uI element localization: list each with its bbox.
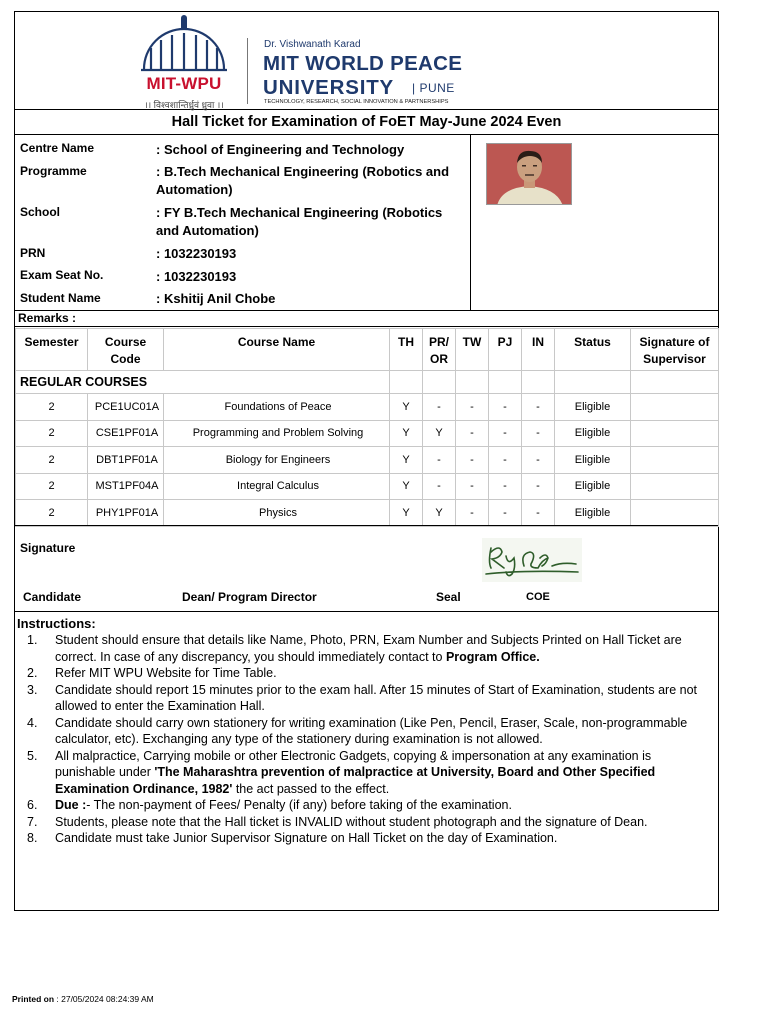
cell-pr: - [423,447,456,474]
cell-tw: - [456,447,489,474]
col-signature-line1: Signature of [639,335,710,349]
cell-tw: - [456,394,489,421]
cell-semester: 2 [16,500,88,527]
table-row [16,447,719,474]
cell-course-name: Programming and Problem Solving [164,420,390,447]
section-label-regular-courses: REGULAR COURSES [16,371,390,394]
school-value: : FY B.Tech Mechanical Engineering (Robotics and Automation) [156,205,443,238]
exam-seat-value: : 1032230193 [156,269,237,284]
cell-course-code: MST1PF04A [88,473,164,500]
instruction-number: 8. [27,831,38,845]
student-portrait-icon [487,144,572,205]
header-divider [247,38,248,104]
col-semester: Semester [16,329,88,371]
table-row [16,394,719,421]
col-pr-line2: OR [430,352,448,366]
section-row [16,371,719,394]
instruction-item [15,830,718,847]
empty-cell [522,371,555,394]
cell-course-code: PCE1UC01A [88,394,164,421]
col-course-name: Course Name [164,329,390,371]
instruction-item [15,665,718,682]
col-course-code-line1: Course [104,335,147,349]
logo-brand-text: MIT-WPU [146,74,222,93]
exam-seat-label: Exam Seat No. [20,268,104,282]
cell-signature [631,394,719,421]
cell-pj: - [489,394,522,421]
university-name-line1: MIT WORLD PEACE [263,52,463,75]
cell-signature [631,500,719,527]
signature-section [15,525,718,612]
cell-th: Y [390,420,423,447]
col-status: Status [555,329,631,371]
empty-cell [390,371,423,394]
cell-status: Eligible [555,447,631,474]
table-header-row [16,329,719,371]
centre-value: : School of Engineering and Technology [156,142,405,157]
cell-signature [631,473,719,500]
instruction-number: 6. [27,798,38,812]
cell-course-name: Physics [164,500,390,527]
instructions-list [15,632,718,847]
university-name-line2: UNIVERSITY [263,76,395,99]
programme-value: : B.Tech Mechanical Engineering (Robotics and Automation) [156,164,450,197]
cell-status: Eligible [555,500,631,527]
remarks-label: Remarks : [15,310,718,327]
centre-label: Centre Name [20,141,95,155]
col-tw: TW [456,329,489,371]
col-in: IN [522,329,555,371]
col-pr-or [423,329,456,371]
instruction-text: Students, please note that the Hall ticket is INVALID without student photograph and the signature of Dean. [55,814,648,829]
details-divider [470,135,471,310]
coe-signature-icon [482,538,582,582]
student-name-value: : Kshitij Anil Chobe [156,291,276,306]
col-pj: PJ [489,329,522,371]
col-signature [631,329,719,371]
cell-semester: 2 [16,394,88,421]
instruction-number: 1. [27,633,38,647]
table-row [16,473,719,500]
cell-pj: - [489,473,522,500]
cell-in: - [522,447,555,474]
cell-pr: - [423,473,456,500]
instruction-bold-text: Due : [55,798,87,812]
instruction-number: 2. [27,666,38,680]
cell-in: - [522,420,555,447]
instruction-text: Candidate should carry own stationery for writing examination (Like Pen, Pencil, Eraser, Scale, non-programmable calculator, etc). Exchanging any type of the stationery during examination is not allowed. [55,715,688,746]
cell-pj: - [489,500,522,527]
cell-semester: 2 [16,420,88,447]
cell-course-name: Integral Calculus [164,473,390,500]
empty-cell [456,371,489,394]
instruction-bold-text: 'The Maharashtra prevention of malpractice at University, Board and Other Specified Examination Ordinance, 1982' [55,765,656,796]
printed-on-value: : 27/05/2024 08:24:39 AM [54,994,154,1004]
cell-th: Y [390,394,423,421]
logo-motto: ।। विश्वशान्तिर्ध्रुवं ध्रुवा ।। [144,100,224,110]
instruction-text: Refer MIT WPU Website for Time Table. [55,666,277,680]
col-th: TH [390,329,423,371]
instruction-text-after: the act passed to the effect. [232,781,390,796]
instruction-text: Candidate must take Junior Supervisor Signature on Hall Ticket on the day of Examination. [55,831,558,845]
cell-status: Eligible [555,473,631,500]
instruction-text: All malpractice, Carrying mobile or other Electronic Gadgets, copying & impersonation at any examination is punishable under [55,748,652,779]
programme-label: Programme [20,164,87,178]
instruction-number: 4. [27,715,38,730]
cell-in: - [522,394,555,421]
prn-label: PRN [20,246,46,260]
cell-th: Y [390,447,423,474]
candidate-label: Candidate [23,590,82,604]
instruction-item [15,748,718,798]
cell-course-code: DBT1PF01A [88,447,164,474]
instructions-heading: Instructions: [17,616,96,631]
cell-th: Y [390,500,423,527]
instruction-item [15,814,718,831]
printed-on-timestamp [12,994,154,1004]
empty-cell [423,371,456,394]
cell-course-name: Foundations of Peace [164,394,390,421]
page-title: Hall Ticket for Examination of FoET May-June 2024 Even [15,110,718,135]
dean-label: Dean/ Program Director [182,590,317,604]
cell-signature [631,420,719,447]
cell-status: Eligible [555,420,631,447]
empty-cell [555,371,631,394]
instruction-number: 7. [27,814,38,829]
dome-emblem-icon [131,14,237,74]
instruction-text: Student should ensure that details like Name, Photo, PRN, Exam Number and Subjects Printed on Hall Ticket are correct. In case of any discrepancy, you should immediately contact to [55,633,682,664]
university-emblem-logo [131,14,237,110]
cell-signature [631,447,719,474]
instruction-text-after: - The non-payment of Fees/ Penalty (if any) before taking of the examination. [86,798,512,812]
instruction-number: 3. [27,682,38,697]
cell-course-code: PHY1PF01A [88,500,164,527]
hall-ticket [14,11,719,911]
col-course-code [88,329,164,371]
course-table [15,328,719,527]
cell-tw: - [456,500,489,527]
university-tagline: TECHNOLOGY, RESEARCH, SOCIAL INNOVATION & PARTNERSHIPS [264,99,449,105]
instruction-number: 5. [27,748,38,763]
cell-tw: - [456,473,489,500]
cell-pj: - [489,420,522,447]
student-photo [486,143,572,205]
university-subtitle: Dr. Vishwanath Karad [264,39,361,50]
empty-cell [489,371,522,394]
student-name-label: Student Name [20,291,101,305]
empty-cell [631,371,719,394]
col-signature-line2: Supervisor [643,352,706,366]
signature-label: Signature [20,541,76,555]
instruction-item [15,797,718,814]
col-course-code-line2: Code [110,352,141,366]
cell-th: Y [390,473,423,500]
instruction-item [15,715,718,748]
university-header [15,12,718,110]
prn-value: : 1032230193 [156,246,237,261]
cell-pr: - [423,394,456,421]
table-row [16,420,719,447]
university-city: | PUNE [412,81,455,95]
table-row [16,500,719,527]
seal-label: Seal [436,590,461,604]
instruction-item [15,682,718,715]
cell-tw: - [456,420,489,447]
instruction-item [15,632,718,665]
school-label: School [20,205,61,219]
cell-semester: 2 [16,447,88,474]
cell-course-code: CSE1PF01A [88,420,164,447]
coe-label: COE [526,591,550,603]
cell-pr: Y [423,500,456,527]
cell-course-name: Biology for Engineers [164,447,390,474]
student-details [15,135,718,310]
instruction-text: Candidate should report 15 minutes prior to the exam hall. After 15 minutes of Start of Examination, students are not allowed to enter the Examination Hall. [55,682,698,713]
cell-pr: Y [423,420,456,447]
cell-semester: 2 [16,473,88,500]
cell-in: - [522,473,555,500]
cell-in: - [522,500,555,527]
cell-pj: - [489,447,522,474]
cell-status: Eligible [555,394,631,421]
printed-on-label: Printed on [12,994,55,1004]
col-pr-line1: PR/ [428,335,449,349]
instruction-bold-text: Program Office. [445,649,540,664]
